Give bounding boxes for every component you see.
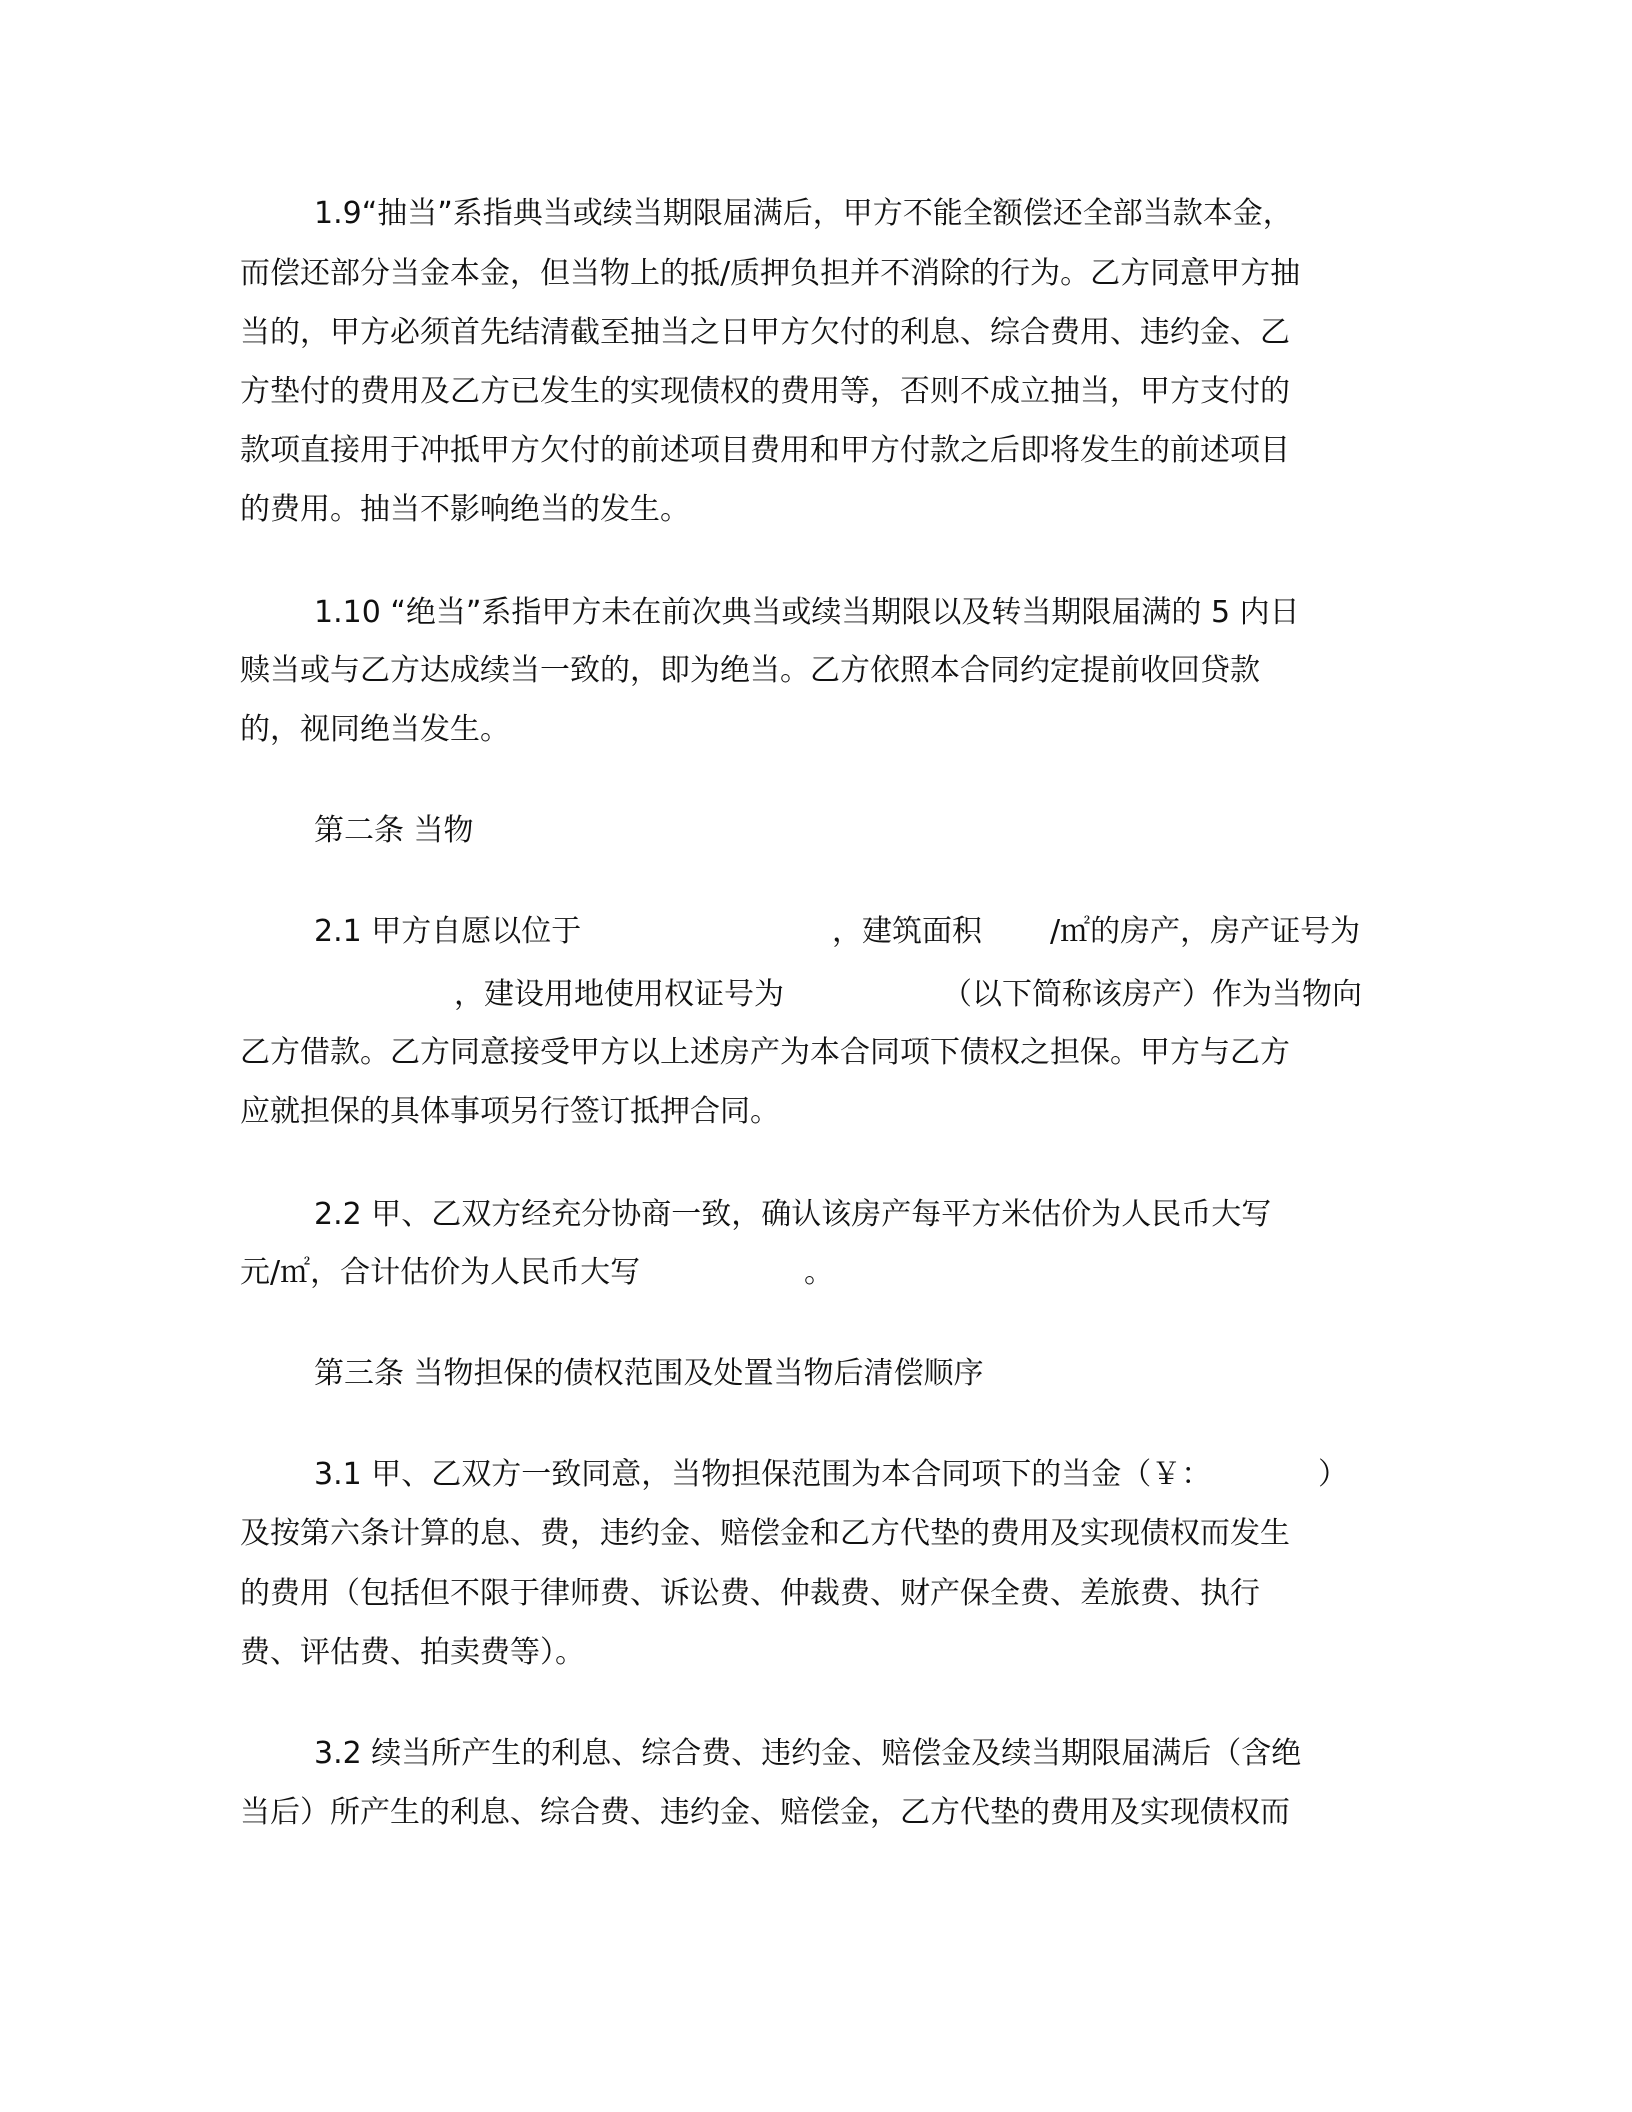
text-line: 方垫付的费用及乙方已发生的实现债权的费用等，否则不成立抽当，甲方支付的 [240,374,1290,409]
text-segment: （以下简称该房产）作为当物向 [942,977,1362,1012]
text-segment: 2.1 甲方自愿以位于 [314,914,582,949]
text-line [0,912,1632,952]
text-segment: /㎡的房产，房产证号为 [1050,914,1361,949]
text-line: 当后）所产生的利息、综合费、违约金、赔偿金，乙方代垫的费用及实现债权而 [240,1795,1290,1830]
text-line: 的费用（包括但不限于律师费、诉讼费、仲裁费、财产保全费、差旅费、执行 [240,1576,1260,1611]
text-line: 的费用。抽当不影响绝当的发生。 [240,492,690,527]
article-2-heading: 第二条 当物 [314,813,474,848]
text-line: 1.10 “绝当”系指甲方未在前次典当或续当期限以及转当期限届满的 5 内日 [314,595,1300,630]
text-line: 及按第六条计算的息、费，违约金、赔偿金和乙方代垫的费用及实现债权而发生 [240,1516,1290,1551]
text-line: 乙方借款。乙方同意接受甲方以上述房产为本合同项下债权之担保。甲方与乙方 [240,1035,1290,1070]
article-3-heading: 第三条 当物担保的债权范围及处置当物后清偿顺序 [314,1356,984,1391]
text-line: 的，视同绝当发生。 [240,712,510,747]
text-line: 而偿还部分当金本金，但当物上的抵/质押负担并不消除的行为。乙方同意甲方抽 [240,256,1301,291]
text-segment: 。 [804,1255,834,1290]
text-segment: 元/㎡，合计估价为人民币大写 [240,1255,641,1290]
text-line: 1.9“抽当”系指典当或续当期限届满后，甲方不能全额偿还全部当款本金， [314,196,1293,231]
text-line: 3.2 续当所产生的利息、综合费、违约金、赔偿金及续当期限届满后（含绝 [314,1736,1302,1771]
text-line: 2.2 甲、乙双方经充分协商一致，确认该房产每平方米估价为人民币大写 [314,1197,1272,1232]
text-segment: 3.1 甲、乙双方一致同意，当物担保范围为本合同项下的当金（￥： [314,1457,1212,1492]
text-line: 款项直接用于冲抵甲方欠付的前述项目费用和甲方付款之后即将发生的前述项目 [240,433,1290,468]
text-segment: ，建筑面积 [832,914,982,949]
text-line [0,975,1632,1015]
text-line [0,1455,1632,1495]
text-segment: ，建设用地使用权证号为 [454,977,784,1012]
text-line: 应就担保的具体事项另行签订抵押合同。 [240,1094,780,1129]
text-line: 当的，甲方必须首先结清截至抽当之日甲方欠付的利息、综合费用、违约金、乙 [240,315,1290,350]
text-line [0,1253,1632,1293]
text-line: 赎当或与乙方达成续当一致的，即为绝当。乙方依照本合同约定提前收回贷款 [240,653,1260,688]
text-segment: ） [1318,1457,1348,1492]
text-line: 费、评估费、拍卖费等）。 [240,1635,585,1670]
